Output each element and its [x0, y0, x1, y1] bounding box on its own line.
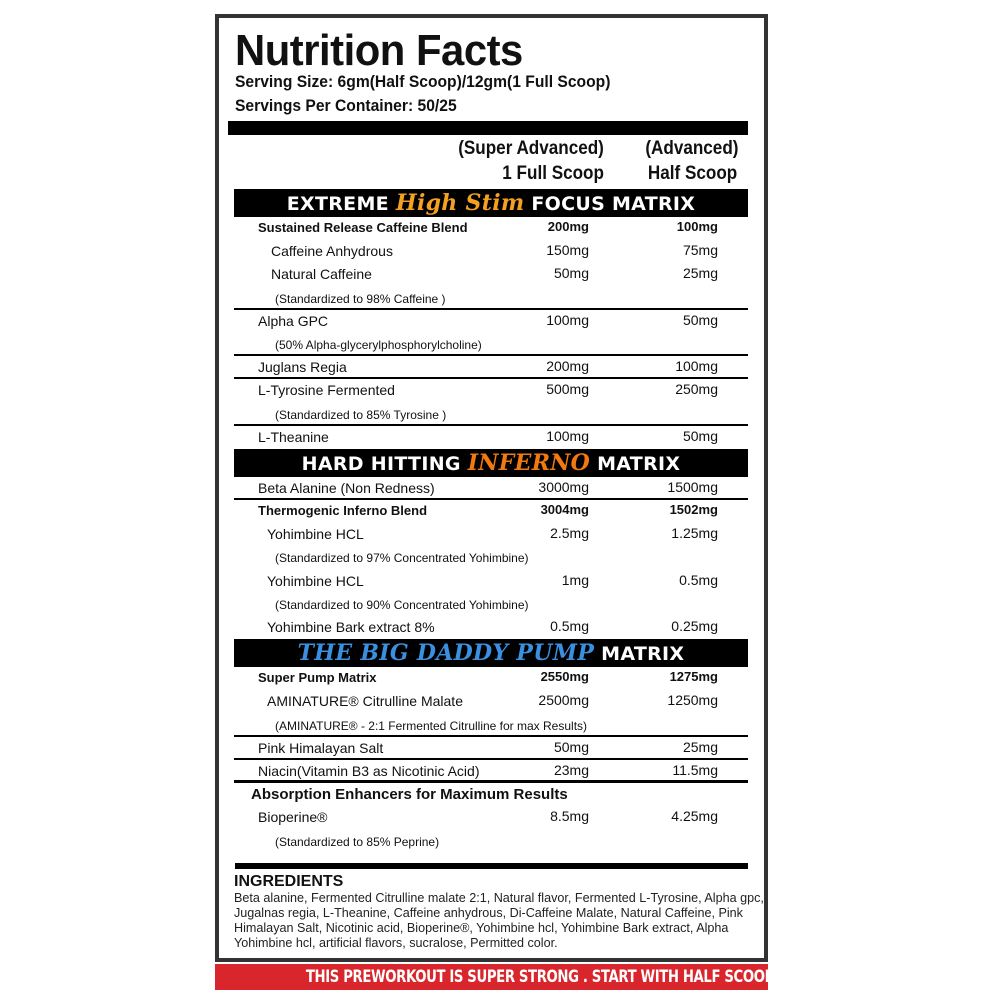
table-row [234, 287, 748, 310]
table-row [234, 616, 748, 639]
banner-text-post: MATRIX [594, 643, 685, 666]
section-banner [234, 189, 748, 217]
ingredients-heading: INGREDIENTS [234, 873, 344, 890]
nutrient-name: Yohimbine HCL [267, 572, 364, 589]
table-row [234, 523, 748, 546]
banner-text-special: INFERNO [467, 449, 591, 476]
amount-half-scoop: 1502mg [669, 502, 718, 518]
nutrient-name: L-Tyrosine Fermented [258, 382, 395, 399]
nutrient-name: Sustained Release Caffeine Blend [258, 220, 468, 235]
amount-full-scoop: 100mg [546, 311, 589, 328]
banner-text-post: MATRIX [590, 452, 681, 475]
divider-bar [228, 121, 748, 135]
amount-half-scoop: 1500mg [667, 478, 718, 495]
warning-text: THIS PREWORKOUT IS SUPER STRONG . START WITH HALF SCOOP TO ACCESS TOLERANCE. [305, 967, 951, 987]
table-row [234, 830, 748, 853]
amount-half-scoop: 25mg [682, 738, 718, 755]
table-row [234, 593, 748, 616]
amount-full-scoop: 3000mg [538, 478, 589, 495]
label-title: Nutrition Facts [235, 26, 523, 75]
amount-full-scoop: 8.5mg [550, 808, 589, 825]
warning-banner [215, 964, 951, 990]
nutrient-name: Yohimbine Bark extract 8% [267, 619, 435, 635]
nutrient-name: Super Pump Matrix [258, 670, 377, 686]
column-header-1-line-1: (Super Advanced) [458, 138, 604, 159]
nutrient-name: Thermogenic Inferno Blend [258, 503, 428, 519]
nutrition-rows [234, 189, 748, 853]
amount-half-scoop: 4.25mg [671, 808, 718, 825]
nutrient-name: Yohimbine HCL [267, 526, 364, 543]
table-row [234, 690, 748, 713]
amount-half-scoop: 25mg [682, 265, 718, 282]
ingredients-text: Beta alanine, Fermented Citrulline malate 2:1, Natural flavor, Fermented L-Tyrosine, Alpha gpc, Jugalnas regia, L-Theanine, Caffeine anhydrous, Di-Caffeine Malate, Natural Caffeine, Pink Himalayan Salt, Nicotinic acid, Bioperine®, Yohimbine hcl, Yohimbine Bark extract, Alpha Yohimbine hcl, artificial flavors, sucralose, Permitted color. [234, 891, 764, 950]
nutrient-name: (Standardized to 85% Tyrosine ) [275, 407, 447, 422]
divider-bar [235, 863, 748, 869]
table-row [234, 310, 748, 333]
nutrient-name: Pink Himalayan Salt [258, 739, 384, 756]
table-row [234, 379, 748, 402]
table-row [234, 263, 748, 286]
table-row [234, 426, 748, 449]
column-header-1-line-2: 1 Full Scoop [502, 163, 604, 184]
nutrient-name: Alpha GPC [258, 312, 329, 329]
amount-half-scoop: 250mg [675, 381, 718, 398]
table-row [234, 667, 748, 690]
table-row [234, 240, 748, 263]
amount-full-scoop: 100mg [546, 427, 589, 444]
amount-full-scoop: 2500mg [538, 692, 589, 709]
amount-half-scoop: 11.5mg [672, 761, 718, 778]
nutrient-name: (Standardized to 90% Concentrated Yohimbine) [275, 597, 529, 612]
amount-half-scoop: 0.5mg [679, 571, 718, 588]
table-row [234, 783, 748, 806]
amount-full-scoop: 50mg [553, 265, 589, 282]
amount-half-scoop: 0.25mg [671, 618, 718, 634]
nutrient-name: Niacin(Vitamin B3 as Nicotinic Acid) [258, 762, 480, 779]
nutrient-name: (50% Alpha-glycerylphosphorylcholine) [275, 337, 482, 352]
banner-text-pre: HARD HITTING [301, 452, 468, 475]
nutrient-name: (Standardized to 97% Concentrated Yohimbine) [275, 551, 529, 566]
amount-full-scoop: 3004mg [540, 502, 589, 518]
nutrient-name: L-Theanine [258, 428, 329, 445]
amount-half-scoop: 1275mg [669, 669, 718, 685]
column-header-2-line-1: (Advanced) [644, 138, 738, 159]
amount-half-scoop: 100mg [675, 358, 718, 375]
banner-text-special: High Stim [395, 190, 525, 216]
amount-full-scoop: 0.5mg [550, 618, 589, 634]
amount-half-scoop: 1250mg [667, 692, 718, 709]
servings-per-container: Servings Per Container: 50/25 [235, 96, 457, 115]
amount-half-scoop: 50mg [682, 311, 718, 328]
amount-full-scoop: 23mg [553, 761, 589, 778]
table-row [234, 714, 748, 737]
amount-full-scoop: 200mg [546, 358, 589, 375]
nutrient-name: (AMINATURE® - 2:1 Fermented Citrulline for max Results) [275, 718, 588, 733]
banner-text-special: THE BIG DADDY PUMP [297, 640, 595, 667]
amount-full-scoop: 2550mg [540, 669, 589, 685]
table-row [234, 500, 748, 523]
amount-full-scoop: 200mg [547, 219, 589, 234]
amount-half-scoop: 75mg [682, 242, 718, 259]
section-banner [234, 449, 748, 477]
table-row [234, 403, 748, 426]
column-header-2-line-2: Half Scoop [647, 163, 737, 184]
table-row [234, 356, 748, 379]
table-row [234, 737, 748, 760]
amount-full-scoop: 150mg [546, 242, 589, 259]
nutrient-name: Absorption Enhancers for Maximum Results [251, 786, 568, 804]
nutrient-name: Beta Alanine (Non Redness) [258, 479, 435, 496]
table-row [234, 570, 748, 593]
amount-half-scoop: 1.25mg [671, 525, 718, 542]
nutrient-name: Juglans Regia [258, 359, 347, 376]
nutrient-name: Natural Caffeine [271, 266, 372, 283]
table-row [234, 333, 748, 356]
nutrient-name: (Standardized to 98% Caffeine ) [275, 291, 446, 306]
amount-half-scoop: 50mg [682, 427, 718, 444]
nutrient-name: AMINATURE® Citrulline Malate [267, 693, 463, 710]
table-row [234, 477, 748, 500]
amount-full-scoop: 1mg [561, 571, 589, 588]
nutrient-name: Bioperine® [258, 809, 328, 826]
nutrition-label [215, 14, 768, 962]
section-banner [234, 639, 748, 667]
table-row [234, 546, 748, 569]
serving-size: Serving Size: 6gm(Half Scoop)/12gm(1 Full Scoop) [235, 72, 611, 91]
nutrient-name: Caffeine Anhydrous [271, 243, 393, 260]
amount-full-scoop: 500mg [546, 381, 589, 398]
amount-full-scoop: 2.5mg [550, 525, 589, 542]
banner-text-pre: EXTREME [286, 193, 396, 215]
table-row [234, 806, 748, 829]
amount-full-scoop: 50mg [553, 738, 589, 755]
banner-text-post: FOCUS MATRIX [524, 193, 696, 215]
amount-half-scoop: 100mg [676, 219, 718, 234]
table-row [234, 217, 748, 240]
nutrient-name: (Standardized to 85% Peprine) [275, 834, 440, 849]
table-row [234, 760, 748, 783]
